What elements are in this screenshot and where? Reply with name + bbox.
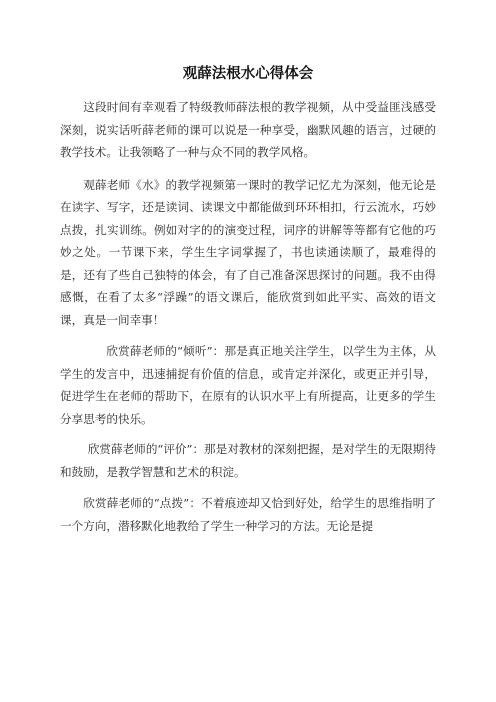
paragraph-lesson-water: 观薛老师《水》的教学视频第一课时的教学记忆尤为深刻，他无论是在读字、写字，还是读词、读课文中都能做到环环相扣，行云流水，巧妙点拨，扎实训练。例如对字的的演变过程，词序的讲解等等都有它他的巧妙之处。一节课下来，学生生字词掌握了，书也读通读顺了，最难得的是，还有了些自己独特的体会，有了自己准备深思探讨的问题。我不由得感慨，在看了太多“浮躁”的语文课后，能欣赏到如此平实、高效的语文课，真是一间幸事！ [60, 177, 436, 327]
document-title: 观薛法根水心得体会 [182, 66, 314, 82]
paragraph-intro: 这段时间有幸观看了特级教师薛法根的教学视频，从中受益匪浅感受深刻，说实话听薛老师的课可以说是一种享受，幽默风趣的语言，过硬的教学技术。让我领略了一种与众不同的教学风格。 [60, 100, 436, 159]
paragraph-guidance: 欣赏薛老师的“点拨”：不着痕迹却又恰到好处，给学生的思维指明了一个方向，潜移默化地教给了学生一种学习的方法。无论是提 [60, 496, 436, 533]
paragraph-listening: 欣赏薛老师的“倾听”：那是真正地关注学生，以学生为主体，从学生的发言中，迅速捕捉有价值的信息，或肯定并深化，或更正并引导，促进学生在老师的帮助下，在原有的认识水平上有所提高，让更多的学生分享思考的快乐。 [60, 344, 436, 426]
paragraph-evaluation: 欣赏薛老师的“评价”：那是对教材的深刻把握，是对学生的无限期待和鼓励，是教学智慧和艺术的积淀。 [60, 442, 436, 479]
